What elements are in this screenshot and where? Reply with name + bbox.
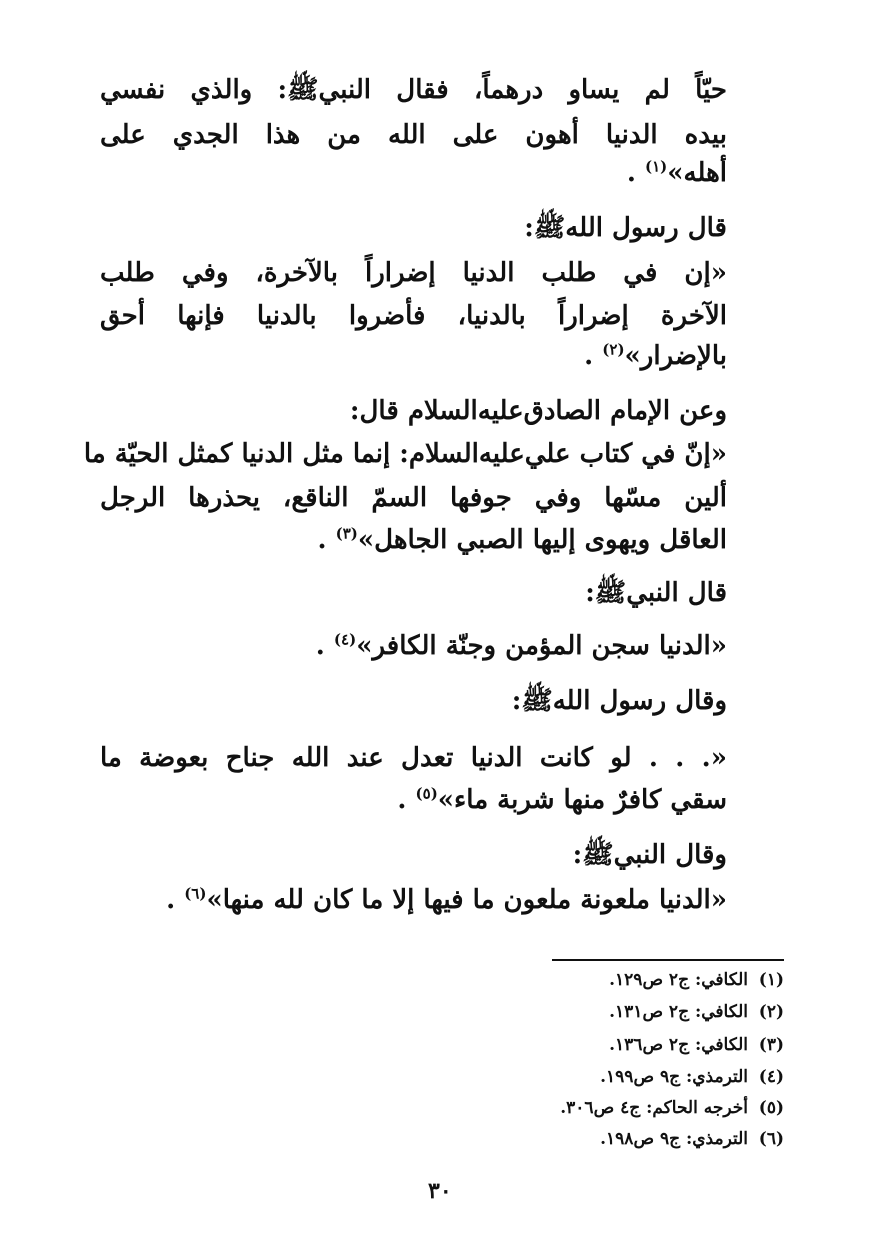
section-heading: وعن الإمام الصادق‌عليه‌السلام قال: [349, 396, 727, 426]
body-line: بالإضرار»$^{(٢)}$ . [584, 340, 727, 371]
quote-end: العاقل ويهوى إليها الصبي الجاهل» [357, 525, 727, 555]
body-line: «إن في طلب الدنيا إضراراً بالآخرة، وفي طلب [100, 258, 727, 288]
body-line: «إنّ في كتاب علي‌عليه‌السلام: إنما مثل الدنيا كمثل الحيّة ما [83, 439, 727, 469]
body-line: سقي كافرٌ منها شربة ماء»$^{(٥)}$ . [397, 784, 727, 815]
footnote-ref: (٤) [333, 630, 357, 649]
footnote [560, 1096, 784, 1120]
footnote [609, 1000, 784, 1024]
footnote-ref: (٥) [415, 784, 438, 803]
quote-end: أهله» [667, 158, 727, 188]
section-heading: وقال النبيﷺ: [572, 840, 727, 870]
section-heading: وقال رسول اللهﷺ: [511, 686, 727, 716]
body-line: بيده الدنيا أهون على الله من هذا الجدي على [100, 120, 727, 150]
footnote-ref: (٢) [602, 340, 625, 359]
body-line: العاقل ويهوى إليها الصبي الجاهل»$^{(٣)}$ . [317, 524, 727, 555]
page-number: ٣٠ [428, 1178, 452, 1204]
body-line: «الدنيا ملعونة ملعون ما فيها إلا ما كان لله منها»$^{(٦)}$ . [166, 884, 727, 915]
footnote-ref: (٣) [335, 524, 358, 543]
section-heading: قال النبيﷺ: [585, 578, 727, 608]
body-line: «. . . لو كانت الدنيا تعدل عند الله جناح بعوضة ما [100, 743, 727, 773]
footnote-ref: (٦) [184, 884, 207, 903]
footnote-ref: (١) [644, 157, 668, 176]
footnote-text: أخرجه الحاكم: ج٤ ص٣٠٦. [560, 1098, 748, 1118]
footnote-number: (٦) [758, 1129, 784, 1149]
footnote [609, 968, 784, 992]
body-line: أهله»$^{(١)}$ . [626, 157, 727, 188]
body-line: «الدنيا سجن المؤمن وجنّة الكافر»$^{(٤)}$ . [315, 630, 727, 661]
footnote [600, 1127, 784, 1151]
quote-end: سقي كافرٌ منها شربة ماء» [437, 785, 727, 815]
section-heading: قال رسول اللهﷺ: [524, 213, 727, 243]
footnote [600, 1065, 784, 1089]
body-line: الآخرة إضراراً بالدنيا، فأضروا بالدنيا فإنها أحق [100, 301, 727, 331]
quote-end: بالإضرار» [624, 341, 727, 371]
body-line: ألين مسّها وفي جوفها السمّ الناقع، يحذرها الرجل [100, 483, 727, 513]
footnote-divider [552, 959, 784, 961]
footnote-text: الترمذي: ج٩ ص١٩٩. [600, 1067, 748, 1087]
footnote-text: الكافي: ج٢ ص١٣٦. [609, 1035, 748, 1055]
footnote-number: (٥) [758, 1098, 784, 1118]
quote: «الدنيا ملعونة ملعون ما فيها إلا ما كان لله منها» [206, 885, 727, 915]
footnote-text: الكافي: ج٢ ص١٣١. [609, 1002, 748, 1022]
quote: «الدنيا سجن المؤمن وجنّة الكافر» [356, 631, 727, 661]
footnote-number: (١) [758, 970, 784, 990]
footnote-number: (٤) [758, 1067, 784, 1087]
footnote-text: الكافي: ج٢ ص١٢٩. [609, 970, 748, 990]
footnote-number: (٢) [758, 1002, 784, 1022]
body-line: حيّاً لم يساو درهماً، فقال النبيﷺ: والذي نفسي [100, 75, 727, 105]
footnote [609, 1033, 784, 1057]
footnote-number: (٣) [758, 1035, 784, 1055]
footnote-text: الترمذي: ج٩ ص١٩٨. [600, 1129, 748, 1149]
